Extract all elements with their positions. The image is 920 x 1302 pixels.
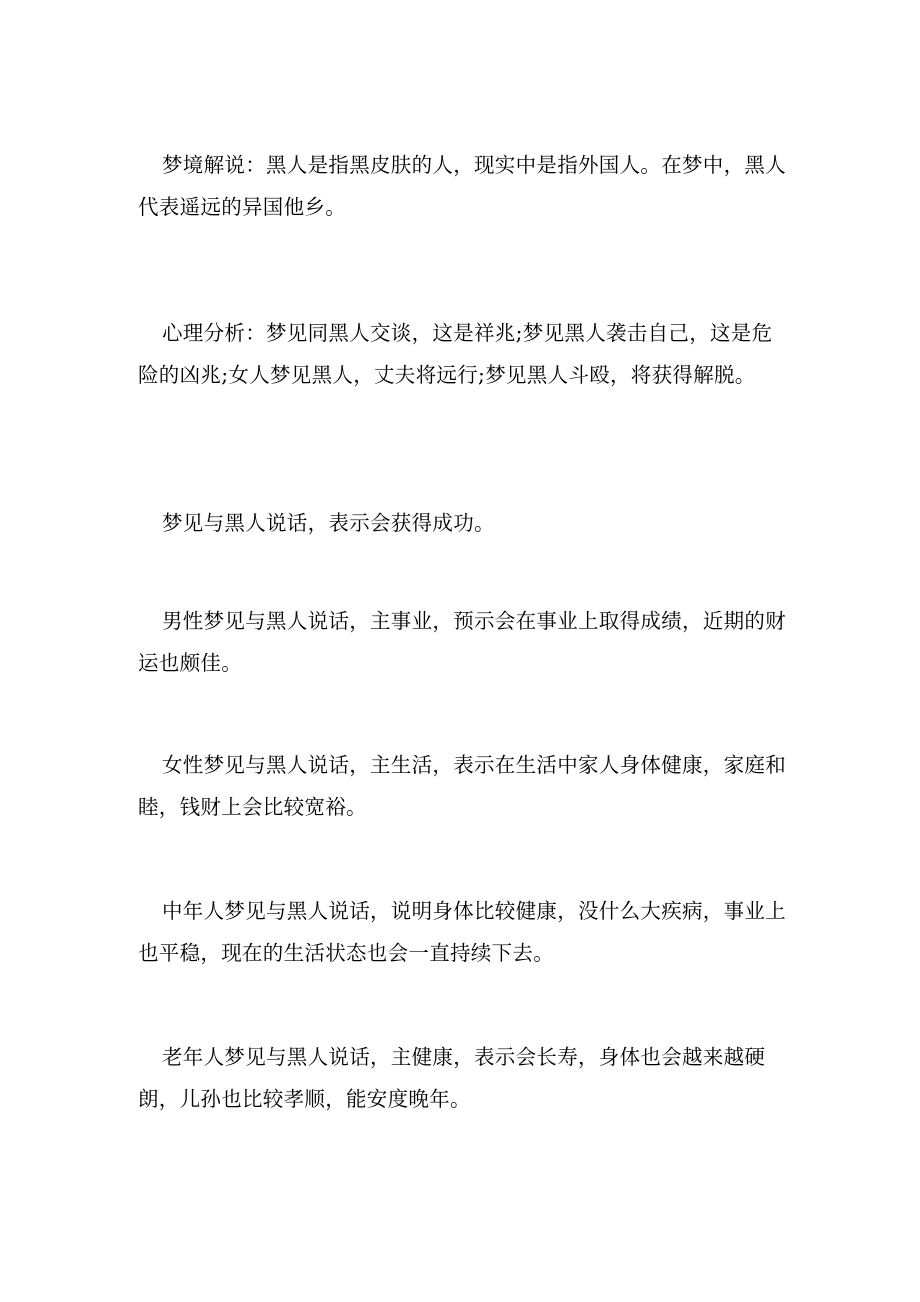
paragraph-psychological-analysis: 心理分析：梦见同黑人交谈，这是祥兆;梦见黑人袭击自己，这是危险的凶兆;女人梦见黑人，丈夫将远行;梦见黑人斗殴，将获得解脱。: [138, 321, 773, 387]
paragraph-success: 梦见与黑人说话，表示会获得成功。: [162, 511, 495, 535]
paragraph-elderly: 老年人梦见与黑人说话，主健康，表示会长寿，身体也会越来越硬朗，儿孙也比较孝顺，能安度晚年。: [138, 1045, 766, 1111]
paragraph-male: 男性梦见与黑人说话，主事业，预示会在事业上取得成绩，近期的财运也颇佳。: [138, 609, 786, 675]
paragraph-dream-interpretation: 梦境解说：黑人是指黑皮肤的人，现实中是指外国人。在梦中，黑人代表遥远的异国他乡。: [138, 153, 786, 219]
paragraph-middle-aged: 中年人梦见与黑人说话，说明身体比较健康，没什么大疾病，事业上也平稳，现在的生活状态也会一直持续下去。: [138, 899, 786, 965]
paragraph-female: 女性梦见与黑人说话，主生活，表示在生活中家人身体健康，家庭和睦，钱财上会比较宽裕。: [138, 753, 786, 819]
